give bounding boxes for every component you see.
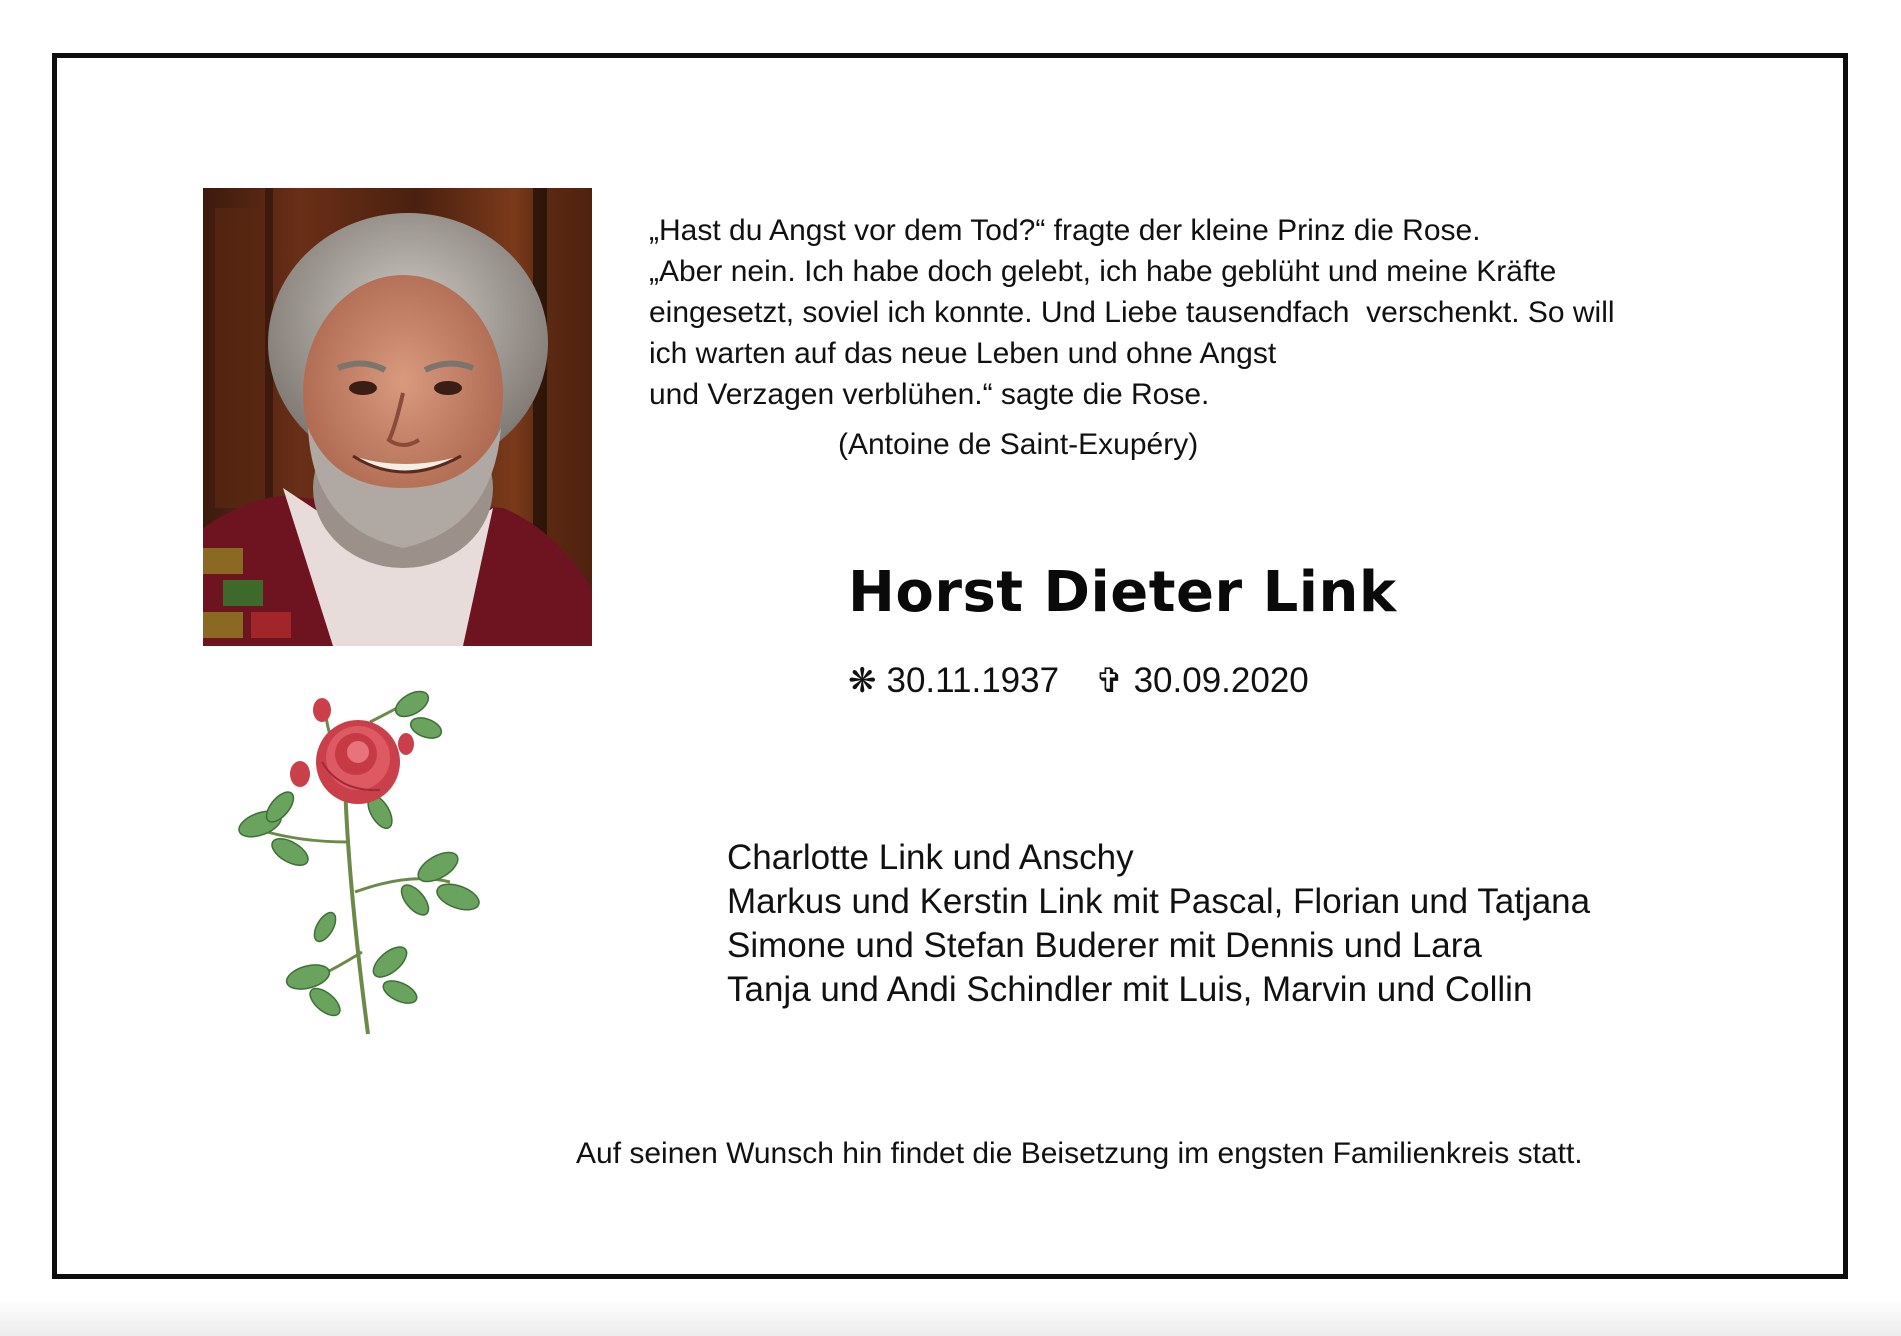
portrait-photo (203, 188, 592, 646)
life-dates (848, 660, 1309, 702)
mourners-list (727, 836, 1590, 1012)
bottom-shadow (0, 1300, 1901, 1336)
deceased-name: Horst Dieter Link (848, 560, 1397, 625)
death-cross-icon: ✞ (1095, 662, 1124, 700)
funeral-notice: Auf seinen Wunsch hin findet die Beisetzung im engsten Familienkreis statt. (576, 1137, 1583, 1170)
quote-line: eingesetzt, soviel ich konnte. Und Liebe tausendfach verschenkt. So will (649, 296, 1615, 329)
rose-illustration (230, 682, 510, 1042)
mourner-line: Charlotte Link und Anschy (727, 838, 1134, 877)
birth-date: 30.11.1937 (886, 661, 1060, 700)
mourner-line: Markus und Kerstin Link mit Pascal, Florian und Tatjana (727, 882, 1591, 921)
quote-author: (Antoine de Saint-Exupéry) (838, 428, 1199, 461)
mourner-line: Tanja und Andi Schindler mit Luis, Marvin und Collin (727, 970, 1533, 1009)
death-date: 30.09.2020 (1133, 661, 1309, 700)
quote-line: „Hast du Angst vor dem Tod?“ fragte der kleine Prinz die Rose. (649, 214, 1481, 247)
quote-line: ich warten auf das neue Leben und ohne Angst (649, 337, 1277, 370)
quote-line: und Verzagen verblühen.“ sagte die Rose. (649, 378, 1210, 411)
mourner-line: Simone und Stefan Buderer mit Dennis und Lara (727, 926, 1482, 965)
quote-text (649, 210, 1809, 415)
birth-star-icon: ❋ (848, 662, 877, 700)
quote-line: „Aber nein. Ich habe doch gelebt, ich habe geblüht und meine Kräfte (649, 255, 1557, 288)
